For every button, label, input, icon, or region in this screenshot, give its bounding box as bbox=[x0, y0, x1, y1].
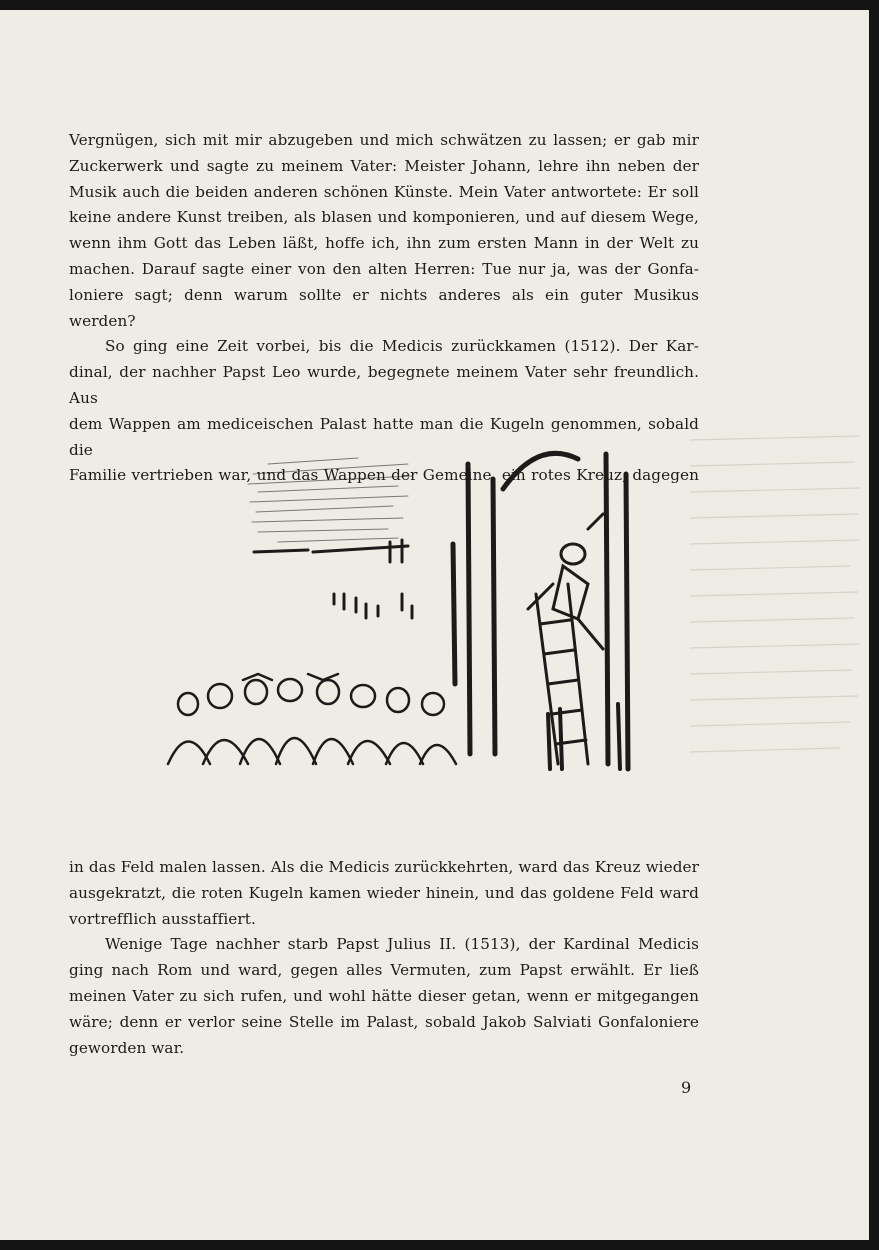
text-line: Zuckerwerk und sagte zu meinem Vater: Meister Johann, lehre ihn neben der bbox=[69, 156, 699, 175]
text-line: So ging eine Zeit vorbei, bis die Medicis zurückkamen (1512). Der Kar- bbox=[105, 337, 699, 356]
text-line: Wenige Tage nachher starb Papst Julius II. (1513), der Kardinal Medicis bbox=[105, 935, 699, 954]
text-line: wäre; denn er verlor seine Stelle im Palast, sobald Jakob Salviati Gonfaloniere bbox=[69, 1012, 699, 1031]
page-number: 9 bbox=[681, 1078, 692, 1097]
text-line: meinen Vater zu sich rufen, und wohl hätte dieser getan, wenn er mitgegangen bbox=[69, 986, 699, 1005]
text-line: Vergnügen, sich mit mir abzugeben und mich schwätzen zu lassen; er gab mir bbox=[69, 131, 699, 149]
text-line: loniere sagt; denn warum sollte er nichts anderes als ein guter Musikus werden? bbox=[69, 285, 699, 330]
text-line: vortrefflich ausstaffiert. bbox=[69, 909, 256, 928]
text-block-bottom bbox=[69, 855, 699, 1061]
text-line: ging nach Rom und ward, gegen alles Vermuten, zum Papst erwählt. Er ließ bbox=[69, 961, 699, 980]
show-through-shadow bbox=[690, 430, 869, 790]
text-line: wenn ihm Gott das Leben läßt, hoffe ich, ihn zum ersten Mann in der Welt zu bbox=[69, 234, 699, 253]
text-line: Musik auch die beiden anderen schönen Künste. Mein Vater antwortete: Er soll bbox=[69, 182, 699, 201]
text-line: keine andere Kunst treiben, als blasen und komponieren, und auf diesem Wege, bbox=[69, 208, 699, 227]
text-line: dem Wappen am mediceischen Palast hatte man die Kugeln genommen, sobald die bbox=[69, 414, 699, 459]
book-page bbox=[0, 10, 869, 1240]
text-line: in das Feld malen lassen. Als die Medicis zurückkehrten, ward das Kreuz wieder bbox=[69, 858, 699, 876]
text-line: geworden war. bbox=[69, 1038, 185, 1057]
woodcut-illustration bbox=[158, 434, 638, 779]
text-line: machen. Darauf sagte einer von den alten Herren: Tue nur ja, was der Gonfa- bbox=[69, 259, 699, 278]
text-line: ausgekratzt, die roten Kugeln kamen wieder hinein, und das goldene Feld ward bbox=[69, 883, 699, 902]
text-line: dinal, der nachher Papst Leo wurde, begegnete meinem Vater sehr freundlich. Aus bbox=[69, 363, 699, 407]
text-line: Familie vertrieben war, und das Wappen der Gemeine, ein rotes Kreuz, dagegen bbox=[69, 466, 699, 485]
